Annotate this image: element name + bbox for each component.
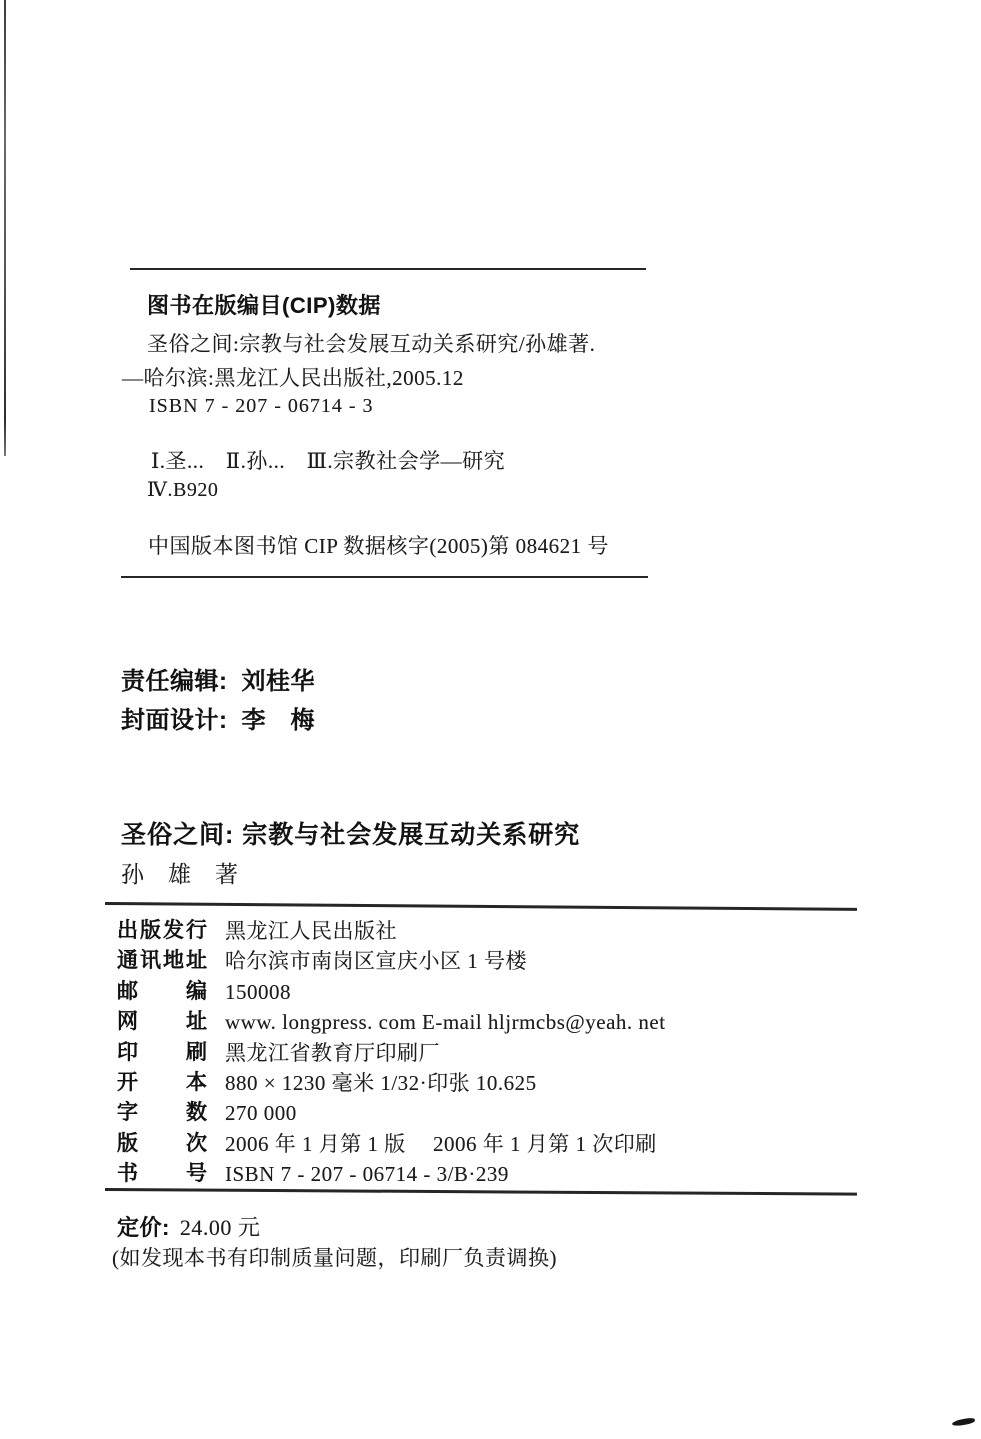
designer-credit [121, 700, 315, 735]
colophon-row-wordcount [117, 1098, 857, 1128]
editor-label: 责任编辑: [121, 668, 228, 695]
colophon-row-website [117, 1007, 857, 1037]
row-label: 出版发行 [117, 919, 207, 942]
row-label: 印刷 [117, 1040, 207, 1064]
cip-publisher-line: —哈尔滨:黑龙江人民出版社,2005.12 [122, 366, 464, 390]
designer-name: 李 梅 [241, 707, 315, 734]
colophon-row-printer [117, 1038, 857, 1068]
scan-corner-mark [952, 1417, 976, 1427]
row-label: 网址 [117, 1010, 207, 1034]
cip-box-bottom-rule [121, 576, 648, 578]
colophon-row-address [117, 946, 857, 976]
quality-note: (如发现本书有印制质量问题，印刷厂负责调换) [112, 1246, 557, 1270]
cip-classification-line: Ⅰ.圣... Ⅱ.孙... Ⅲ.宗教社会学—研究 [151, 449, 506, 473]
colophon-row-format [117, 1068, 857, 1098]
designer-label: 封面设计: [121, 707, 228, 734]
row-label: 通讯地址 [117, 949, 207, 973]
cip-heading: 图书在版编目(CIP)数据 [147, 293, 381, 318]
row-value: 黑龙江省教育厅印刷厂 [225, 1040, 440, 1065]
row-value: 270 000 [225, 1101, 297, 1126]
row-label: 字数 [117, 1101, 207, 1125]
row-value: 880 × 1230 毫米 1/32·印张 10.625 [225, 1070, 537, 1095]
price-value: 24.00 元 [179, 1215, 261, 1240]
row-label: 开本 [117, 1070, 207, 1094]
colophon-table [117, 916, 857, 1190]
row-label: 邮编 [117, 979, 207, 1003]
scan-edge-line [4, 0, 6, 456]
colophon-row-edition [117, 1129, 857, 1159]
cip-record-number-line: 中国版本图书馆 CIP 数据核字(2005)第 084621 号 [148, 534, 609, 558]
editor-name: 刘桂华 [241, 668, 315, 695]
row-value: 哈尔滨市南岗区宣庆小区 1 号楼 [225, 949, 527, 974]
cip-box-top-rule [130, 268, 646, 270]
cip-title-line: 圣俗之间:宗教与社会发展互动关系研究/孙雄著. [147, 332, 596, 356]
book-title: 圣俗之间: 宗教与社会发展互动关系研究 [121, 821, 581, 849]
book-author: 孙 雄 著 [121, 862, 239, 887]
colophon-row-postcode [117, 977, 857, 1007]
row-label: 书号 [117, 1162, 207, 1186]
colophon-row-publisher [117, 916, 857, 946]
row-value: ISBN 7 - 207 - 06714 - 3/B·239 [225, 1162, 509, 1187]
price-label: 定价: [117, 1215, 170, 1240]
row-label: 版次 [117, 1131, 207, 1155]
colophon-row-isbn [117, 1159, 857, 1189]
price-line [117, 1211, 260, 1242]
editor-credit [121, 661, 315, 696]
row-value: 黑龙江人民出版社 [225, 919, 397, 943]
row-value: 2006 年 1 月第 1 版 2006 年 1 月第 1 次印刷 [225, 1131, 657, 1156]
row-value: 150008 [225, 979, 291, 1004]
cip-isbn-line: ISBN 7 - 207 - 06714 - 3 [149, 395, 374, 417]
row-value: www. longpress. com E-mail hljrmcbs@yeah. net [225, 1010, 666, 1035]
cip-class-number-line: Ⅳ.B920 [147, 479, 219, 501]
colophon-top-rule [105, 902, 857, 911]
